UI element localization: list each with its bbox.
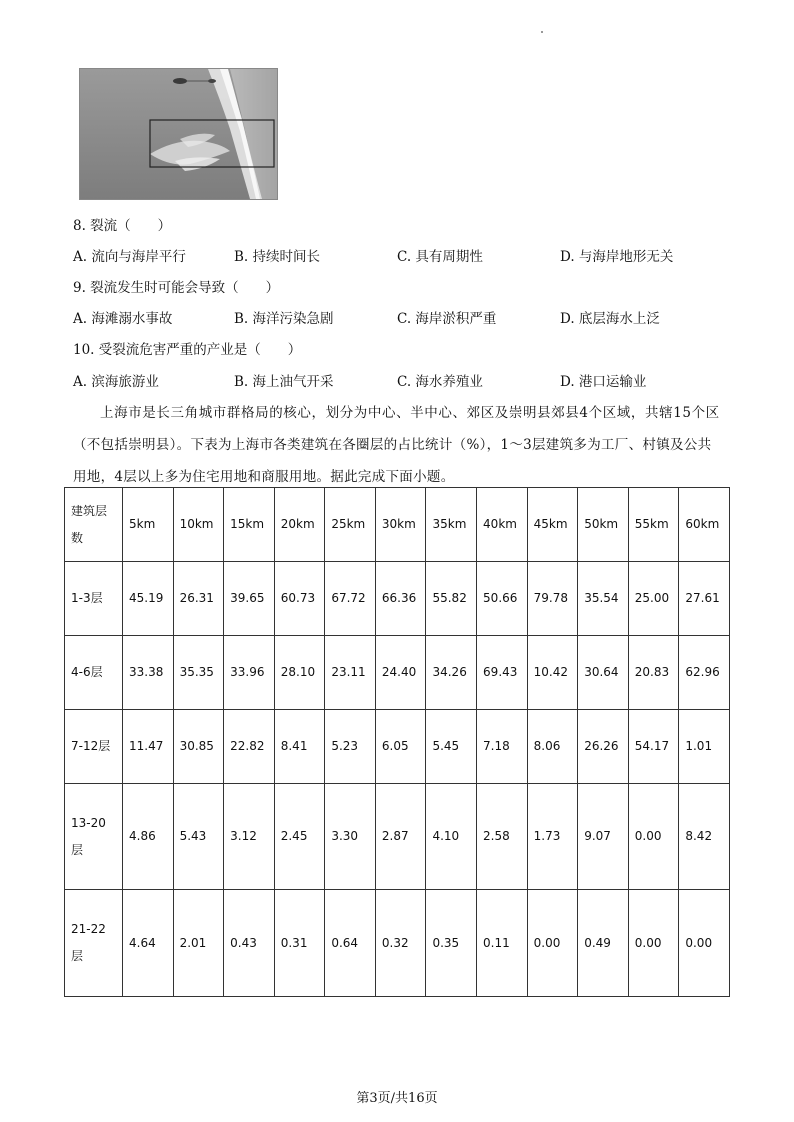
column-header: 55km — [628, 488, 679, 562]
table-cell: 39.65 — [224, 562, 275, 636]
table-cell: 0.00 — [628, 890, 679, 997]
table-cell: 4.10 — [426, 784, 477, 890]
table-cell: 27.61 — [679, 562, 730, 636]
table-cell: 2.01 — [173, 890, 224, 997]
column-header: 5km — [123, 488, 174, 562]
table-cell: 33.38 — [123, 636, 174, 710]
question-8-stem: 8. 裂流（ ） — [73, 218, 172, 234]
question-10-option-a: A. 滨海旅游业 — [73, 374, 159, 390]
table-cell: 2.87 — [375, 784, 426, 890]
table-cell: 2.45 — [274, 784, 325, 890]
table-cell: 35.35 — [173, 636, 224, 710]
page-footer: 第3页/共16页 — [356, 1091, 438, 1106]
table-cell: 62.96 — [679, 636, 730, 710]
passage-line-3: 用地，4层以上多为住宅用地和商服用地。据此完成下面小题。 — [73, 469, 455, 485]
question-9-option-b: B. 海洋污染急剧 — [234, 311, 334, 327]
table-cell: 26.26 — [578, 710, 629, 784]
table-cell: 0.00 — [628, 784, 679, 890]
table-cell: 25.00 — [628, 562, 679, 636]
table-cell: 0.31 — [274, 890, 325, 997]
rip-current-photo — [79, 68, 278, 200]
table-cell: 1.01 — [679, 710, 730, 784]
question-9-option-d: D. 底层海水上泛 — [560, 311, 660, 327]
column-header: 50km — [578, 488, 629, 562]
question-10-option-d: D. 港口运输业 — [560, 374, 647, 390]
question-8-option-b: B. 持续时间长 — [234, 249, 321, 265]
scan-dot — [541, 31, 543, 33]
table-row — [65, 562, 730, 636]
column-header: 30km — [375, 488, 426, 562]
table-row — [65, 890, 730, 997]
table-cell: 28.10 — [274, 636, 325, 710]
table-cell: 50.66 — [477, 562, 528, 636]
table-cell: 45.19 — [123, 562, 174, 636]
row-label: 21-22层 — [65, 890, 123, 997]
table-cell: 33.96 — [224, 636, 275, 710]
row-label: 13-20层 — [65, 784, 123, 890]
table-cell: 0.32 — [375, 890, 426, 997]
row-label: 1-3层 — [65, 562, 123, 636]
table-cell: 67.72 — [325, 562, 376, 636]
column-header: 10km — [173, 488, 224, 562]
table-cell: 24.40 — [375, 636, 426, 710]
question-8-option-d: D. 与海岸地形无关 — [560, 249, 674, 265]
question-9-option-c: C. 海岸淤积严重 — [397, 311, 497, 327]
table-cell: 55.82 — [426, 562, 477, 636]
table-cell: 8.06 — [527, 710, 578, 784]
passage — [73, 397, 733, 493]
table-row — [65, 784, 730, 890]
passage-line-2: （不包括崇明县）。下表为上海市各类建筑在各圈层的占比统计（%），1～3层建筑多为工厂、村镇及公共 — [73, 437, 712, 453]
table-cell: 0.00 — [679, 890, 730, 997]
table-cell: 9.07 — [578, 784, 629, 890]
table-cell: 79.78 — [527, 562, 578, 636]
rip-current-photo-drawing — [80, 69, 277, 199]
question-10-stem: 10. 受裂流危害严重的产业是（ ） — [73, 342, 302, 358]
table-corner-cell: 建筑层数 — [65, 488, 123, 562]
question-10-option-c: C. 海水养殖业 — [397, 374, 483, 390]
table-cell: 3.30 — [325, 784, 376, 890]
table-header-row — [65, 488, 730, 562]
table-cell: 30.85 — [173, 710, 224, 784]
table-cell: 3.12 — [224, 784, 275, 890]
column-header: 40km — [477, 488, 528, 562]
table-cell: 6.05 — [375, 710, 426, 784]
table-cell: 60.73 — [274, 562, 325, 636]
column-header: 35km — [426, 488, 477, 562]
table-cell: 11.47 — [123, 710, 174, 784]
table-cell: 4.86 — [123, 784, 174, 890]
question-9-stem: 9. 裂流发生时可能会导致（ ） — [73, 280, 280, 296]
table-cell: 26.31 — [173, 562, 224, 636]
passage-line-1: 上海市是长三角城市群格局的核心，划分为中心、半中心、郊区及崇明县郊县4个区域，共辖15个区 — [100, 405, 720, 421]
table-cell: 20.83 — [628, 636, 679, 710]
question-10-option-b: B. 海上油气开采 — [234, 374, 334, 390]
question-8-option-c: C. 具有周期性 — [397, 249, 483, 265]
table-cell: 5.23 — [325, 710, 376, 784]
table-cell: 4.64 — [123, 890, 174, 997]
table-cell: 8.42 — [679, 784, 730, 890]
table-cell: 0.00 — [527, 890, 578, 997]
question-9-option-a: A. 海滩溺水事故 — [73, 311, 173, 327]
table-cell: 66.36 — [375, 562, 426, 636]
table-cell: 69.43 — [477, 636, 528, 710]
table-cell: 0.43 — [224, 890, 275, 997]
row-label: 4-6层 — [65, 636, 123, 710]
table-cell: 7.18 — [477, 710, 528, 784]
column-header: 20km — [274, 488, 325, 562]
table-cell: 54.17 — [628, 710, 679, 784]
table-cell: 5.43 — [173, 784, 224, 890]
building-floors-table — [64, 487, 730, 997]
table-cell: 5.45 — [426, 710, 477, 784]
table-cell: 10.42 — [527, 636, 578, 710]
table-cell: 23.11 — [325, 636, 376, 710]
question-8-option-a: A. 流向与海岸平行 — [73, 249, 186, 265]
table-cell: 30.64 — [578, 636, 629, 710]
table-cell: 8.41 — [274, 710, 325, 784]
table-cell: 0.64 — [325, 890, 376, 997]
table-cell: 0.49 — [578, 890, 629, 997]
table-cell: 2.58 — [477, 784, 528, 890]
column-header: 45km — [527, 488, 578, 562]
row-label: 7-12层 — [65, 710, 123, 784]
table-cell: 0.35 — [426, 890, 477, 997]
table-cell: 34.26 — [426, 636, 477, 710]
table-cell: 1.73 — [527, 784, 578, 890]
table-cell: 22.82 — [224, 710, 275, 784]
table-cell: 0.11 — [477, 890, 528, 997]
column-header: 60km — [679, 488, 730, 562]
column-header: 25km — [325, 488, 376, 562]
table-cell: 35.54 — [578, 562, 629, 636]
table-row — [65, 636, 730, 710]
column-header: 15km — [224, 488, 275, 562]
table-row — [65, 710, 730, 784]
